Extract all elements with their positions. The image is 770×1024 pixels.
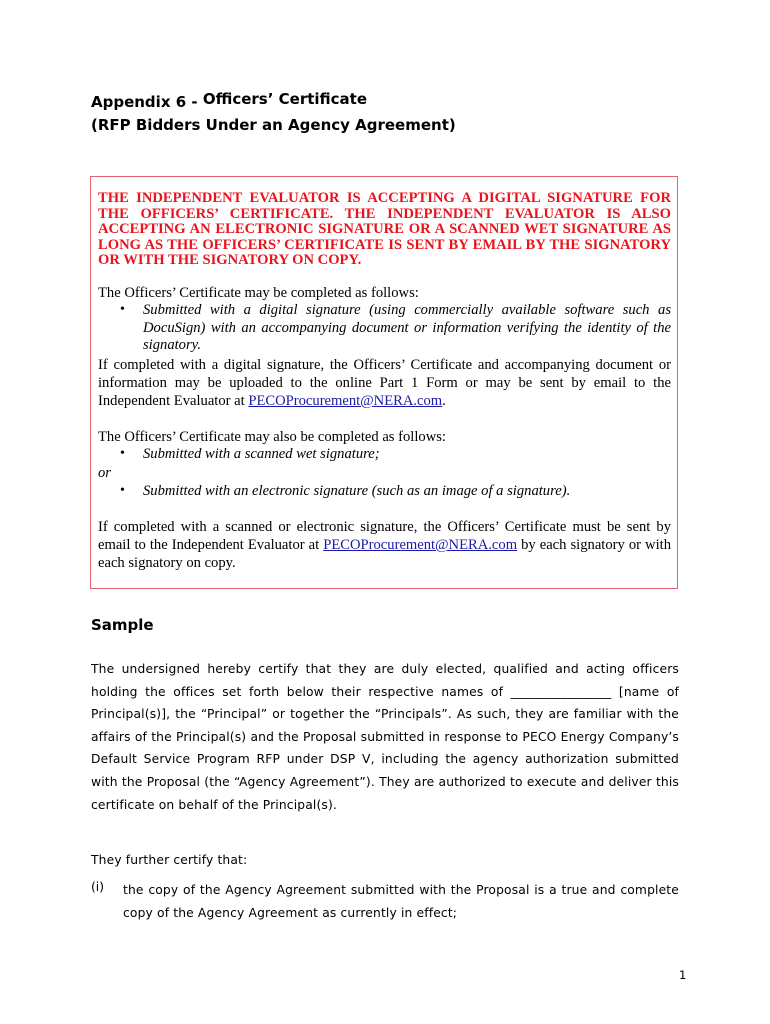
bullet-icon: • (120, 302, 125, 317)
item-text: the copy of the Agency Agreement submitted with the Proposal is a true and complete copy of the Agency Agreement as currently in effect; (123, 883, 679, 920)
page-subtitle: (RFP Bidders Under an Agency Agreement) (91, 116, 456, 134)
email-link[interactable]: PECOProcurement@NERA.com (323, 537, 518, 553)
page-number: 1 (679, 968, 687, 982)
further-certify-text: They further certify that: (91, 853, 248, 867)
email-link[interactable]: PECOProcurement@NERA.com (248, 393, 443, 409)
page-title (91, 90, 368, 111)
or-text: or (98, 465, 111, 481)
notice-intro-1: The Officers’ Certificate may be completed as follows: (98, 285, 419, 301)
sample-heading: Sample (91, 616, 154, 634)
title-appendix: Appendix 6 - (91, 93, 198, 111)
signature-warning: THE INDEPENDENT EVALUATOR IS ACCEPTING A DIGITAL SIGNATURE FOR THE OFFICERS’ CERTIFICATE. THE INDEPENDENT EVALUATOR IS ALSO ACCEPTING AN ELECTRONIC SIGNATURE OR A SCANNED WET SIGNATURE AS LONG AS THE OFFICERS’ CERTIFICATE IS SENT BY EMAIL BY THE SIGNATORY OR WITH THE SIGNATORY ON COPY. (98, 190, 671, 269)
bullet-electronic-signature: Submitted with an electronic signature (such as an image of a signature). (143, 483, 571, 499)
sample-paragraph: The undersigned hereby certify that they are duly elected, qualified and acting officers holding the offices set forth below their respective names of ________________ [name of Principal(s)], the “Principal” or together the “Principals”. As such, they are familiar with the affairs of the Principal(s) and the Proposal submitted in response to PECO Energy Company’s Default Service Program RFP under DSP V, including the agency authorization submitted with the Proposal (the “Agency Agreement”). They are authorized to execute and deliver this certificate on behalf of the Principal(s). (91, 662, 679, 812)
notice-intro-2: The Officers’ Certificate may also be completed as follows: (98, 429, 446, 445)
bullet-icon: • (120, 446, 125, 461)
title-certificate: Officers’ Certificate (202, 90, 368, 108)
digital-signature-paragraph: If completed with a digital signature, the Officers’ Certificate and accompanying document or information may be uploaded to the online Part 1 Form or may be sent by email to the Independent Evaluator at PECOProcurement@NERA.com. (98, 357, 671, 409)
scanned-signature-paragraph: If completed with a scanned or electronic signature, the Officers’ Certificate must be sent by email to the Independent Evaluator at PECOProcurement@NERA.com by each signatory or with each signatory on copy. (98, 519, 671, 571)
item-number: (i) (91, 880, 105, 894)
bullet-icon: • (120, 483, 125, 498)
bullet-digital-signature: Submitted with a digital signature (using commercially available software such as DocuSign) with an accompanying document or information verifying the identity of the signatory. (143, 302, 671, 354)
bullet-wet-signature: Submitted with a scanned wet signature; (143, 446, 380, 462)
